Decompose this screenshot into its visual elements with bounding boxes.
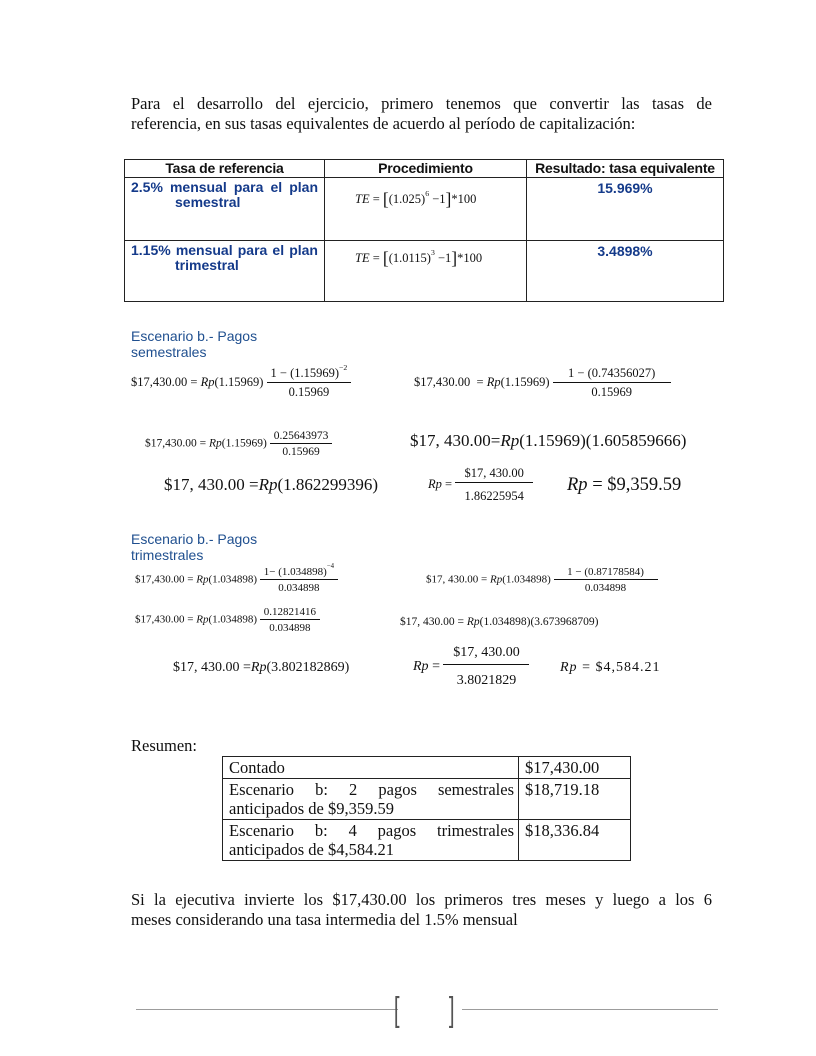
footer-bracket-left: [ (393, 991, 400, 1029)
trimestral-eq-7: Rp = $4,584.21 (560, 660, 661, 675)
summary-value: $18,719.18 (519, 779, 631, 820)
rates-row-trimestral (125, 241, 724, 302)
summary-desc: Contado (223, 757, 519, 779)
intro-paragraph (131, 94, 712, 114)
trimestral-eq-6: Rp = $\frac{\$17, 430.00}{3.8021829}$ (413, 645, 529, 689)
footer-rule-right (462, 1009, 718, 1010)
trimestral-eq-2: $17, 430.00 = Rp(1.034898) $\frac{1 - (0.87178584)}{0.034898}$ (426, 566, 658, 594)
trimestral-eq-1: $17,430.00 = Rp(1.034898) $\frac{1- (1.034898)^{-4}}{0.034898}$ (135, 566, 338, 594)
summary-value: $17,430.00 (519, 757, 631, 779)
intro-line-2: referencia, en sus tasas equivalentes de acuerdo al período de capitalización: (131, 114, 636, 133)
summary-desc: Escenario b: 2 pagos semestrales anticipados de $9,359.59 (223, 779, 519, 820)
footer-bracket-right: ] (448, 991, 455, 1029)
semestral-eq-5: $17, 430.00 =Rp(1.862299396) (164, 475, 379, 494)
intro-paragraph-2 (131, 114, 712, 134)
te-formula: TE = $[(1.0115)^3 -1]*100$ (355, 248, 483, 268)
trimestral-eq-5: $17, 430.00 =Rp(3.802182869) (173, 660, 350, 675)
te-formula: TE = $[(1.025)^6 -1]*100$ (355, 189, 477, 209)
semestral-eq-3: $17,430.00 = Rp(1.15969) $\frac{0.25643973}{0.15969}$ (145, 430, 332, 458)
semestral-eq-2: $17,430.00 = Rp(1.15969) $\frac{1 - (0.74356027)}{0.15969}$ (414, 366, 671, 400)
summary-table (222, 756, 631, 861)
footer-rule-left (136, 1009, 398, 1010)
procedure-cell (325, 178, 527, 241)
intro-line-1: Para el desarrollo del ejercicio, primero tenemos que convertir las tasas de (131, 94, 712, 113)
scenario-trimestral-title (131, 531, 257, 563)
title-line-1: Escenario b.- Pagos (131, 328, 258, 344)
semestral-eq-7: Rp = $9,359.59 (567, 475, 682, 495)
rates-row-semestral (125, 178, 724, 241)
rate-cell (125, 178, 325, 241)
rate-cell (125, 241, 325, 302)
rate-line-2: semestral (175, 194, 241, 210)
title-line-2: trimestrales (131, 547, 204, 563)
summary-row (223, 757, 631, 779)
rate-line-1: 2.5% mensual para el plan (131, 179, 318, 195)
rate-line-2: trimestral (175, 257, 239, 273)
procedure-cell (325, 241, 527, 302)
summary-value: $18,336.84 (519, 820, 631, 861)
summary-label: Resumen: (131, 736, 197, 755)
title-line-1: Escenario b.- Pagos (131, 531, 258, 547)
summary-desc: Escenario b: 4 pagos trimestrales anticipados de $4,584.21 (223, 820, 519, 861)
rates-table-header (125, 160, 724, 178)
header-tasa: Tasa de referencia (125, 160, 325, 178)
rate-line-1: 1.15% mensual para el plan (131, 242, 318, 258)
summary-row (223, 820, 631, 861)
header-resultado: Resultado: tasa equivalente (527, 160, 724, 178)
trimestral-eq-3: $17,430.00 = Rp(1.034898) $\frac{0.12821416}{0.034898}$ (135, 606, 320, 634)
semestral-eq-6: Rp = $\frac{\$17, 430.00}{1.86225954}$ (428, 466, 533, 504)
result-cell: 15.969% (527, 178, 724, 241)
closing-line-2: meses considerando una tasa intermedia del 1.5% mensual (131, 910, 518, 929)
trimestral-eq-4: $17, 430.00 = Rp(1.034898)(3.673968709) (400, 616, 599, 628)
title-line-2: semestrales (131, 344, 207, 360)
semestral-eq-1: $17,430.00 = Rp(1.15969) $\frac{1 - (1.15969)^{-2}}{0.15969}$ (131, 366, 351, 400)
rates-table (124, 159, 724, 302)
semestral-eq-4: $17, 430.00=Rp(1.15969)(1.605859666) (410, 431, 687, 450)
header-procedimiento: Procedimiento (325, 160, 527, 178)
summary-row (223, 779, 631, 820)
scenario-semestral-title (131, 328, 257, 360)
result-cell: 3.4898% (527, 241, 724, 302)
closing-line-1: Si la ejecutiva invierte los $17,430.00 los primeros tres meses y luego a los 6 (131, 890, 712, 909)
